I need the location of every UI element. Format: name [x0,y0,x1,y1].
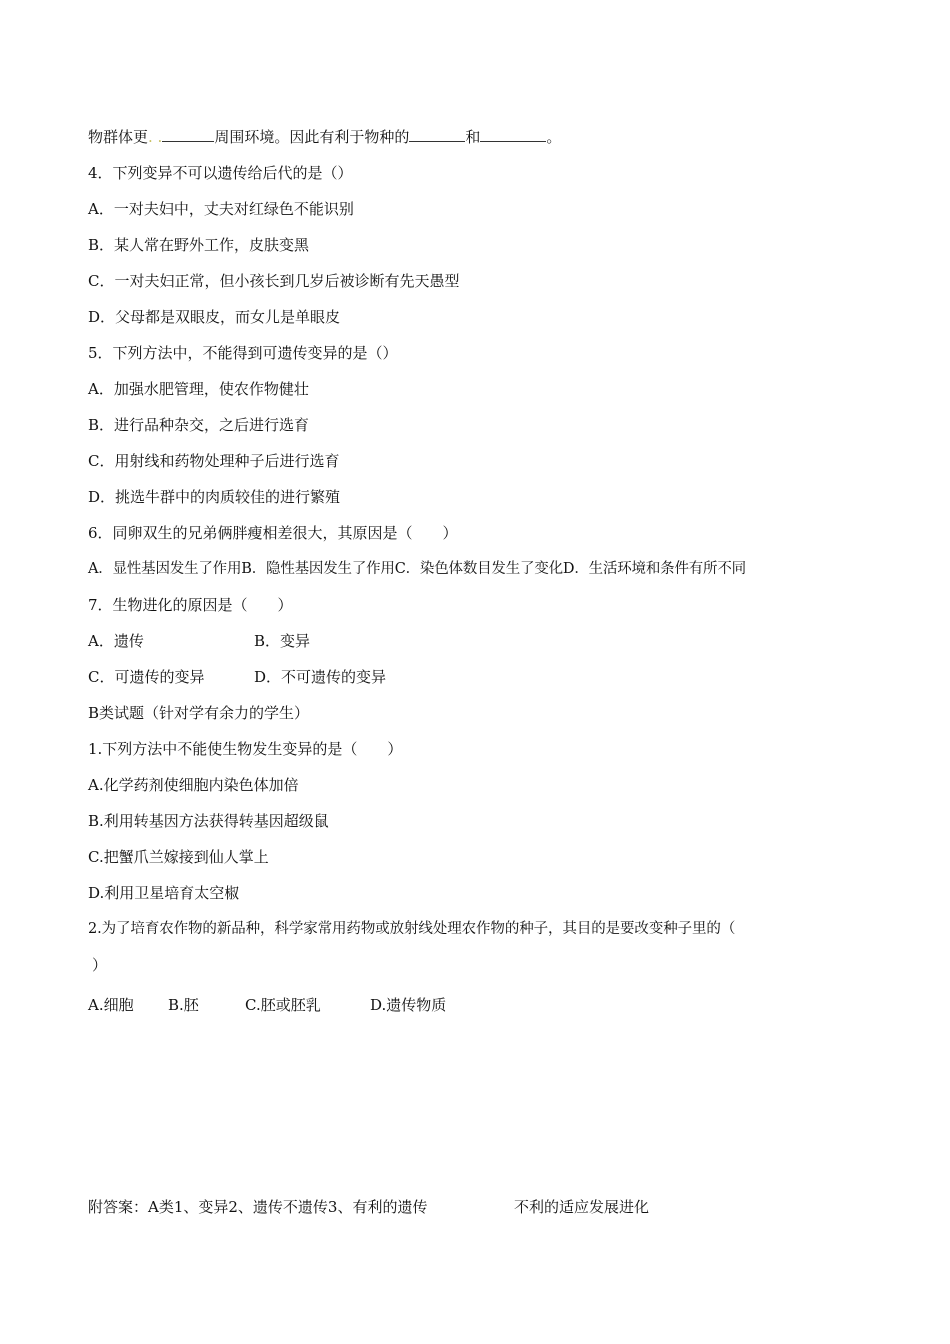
q7-option-c: C．可遗传的变异 [88,668,205,686]
q4-option-c: C．一对夫妇正常，但小孩长到几岁后被诊断有先天愚型 [88,272,460,290]
q3-continuation: 物群体更. . 周围环境。因此有利于物种的 和 。 [88,128,562,146]
q5-option-d: D．挑选牛群中的肉质较佳的进行繁殖 [88,488,341,506]
b-q1-option-c: C.把蟹爪兰嫁接到仙人掌上 [88,848,269,866]
q7-option-d: D．不可遗传的变异 [254,668,387,686]
b-q1-stem: 1.下列方法中不能使生物发生变异的是（ ） [88,740,403,758]
b-q2-option-b: B.胚 [168,996,199,1014]
blank-3 [480,127,546,142]
q4-stem: 4．下列变异不可以遗传给后代的是（） [88,164,353,182]
b-q2-option-a: A.细胞 [88,996,134,1014]
q5-option-b: B．进行品种杂交，之后进行选育 [88,416,310,434]
b-q1-option-a: A.化学药剂使细胞内染色体加倍 [88,776,299,794]
answer-key-part1: 附答案：A类1、变异2、遗传不遗传3、有利的遗传 [88,1198,428,1216]
q7-stem: 7．生物进化的原因是（ ） [88,596,293,614]
q5-stem: 5．下列方法中，不能得到可遗传变异的是（） [88,344,398,362]
q7-option-b: B．变异 [254,632,311,650]
section-b-title: B类试题（针对学有余力的学生） [88,704,310,722]
q4-option-b: B．某人常在野外工作，皮肤变黑 [88,236,310,254]
b-q1-option-b: B.利用转基因方法获得转基因超级鼠 [88,812,329,830]
blank-1 [162,127,214,142]
q6-stem: 6．同卵双生的兄弟俩胖瘦相差很大，其原因是（ ） [88,524,458,542]
q4-option-d: D．父母都是双眼皮，而女儿是单眼皮 [88,308,341,326]
q7-option-a: A．遗传 [88,632,144,650]
b-q1-option-d: D.利用卫星培育太空椒 [88,884,240,902]
q4-option-a: A．一对夫妇中，丈夫对红绿色不能识别 [88,200,354,218]
q5-option-a: A．加强水肥管理，使农作物健壮 [88,380,309,398]
q6-options: A．显性基因发生了作用B．隐性基因发生了作用C．染色体数目发生了变化D．生活环境和条件有所不同 [88,561,746,577]
b-q2-option-c: C.胚或胚乳 [245,996,321,1014]
b-q2-stem: 2.为了培育农作物的新品种，科学家常用药物或放射线处理农作物的种子，其目的是要改变种子里的（ [88,921,736,937]
q5-option-c: C．用射线和药物处理种子后进行选育 [88,452,340,470]
blank-2 [409,127,465,142]
b-q2-option-d: D.遗传物质 [370,996,447,1014]
b-q2-stem-end: ） [92,956,108,974]
answer-key-part2: 不利的适应发展进化 [514,1198,650,1216]
